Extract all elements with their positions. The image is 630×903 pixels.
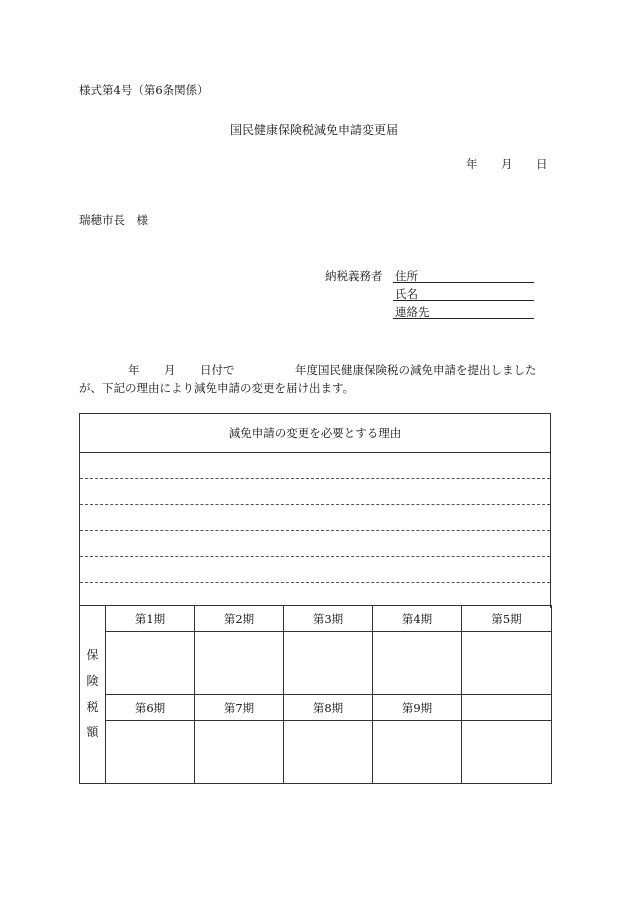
- side-char: 額: [86, 725, 99, 740]
- period-label: 第7期: [195, 695, 284, 721]
- side-char: 険: [86, 673, 99, 688]
- period-amount-cell[interactable]: [195, 721, 284, 784]
- side-char: 保: [86, 647, 99, 662]
- period-label: 第9期: [373, 695, 462, 721]
- reason-table: [79, 413, 551, 608]
- date-month-label: 月: [501, 157, 513, 171]
- body-year-label: 年: [128, 363, 140, 377]
- period-amount-cell[interactable]: [195, 632, 284, 695]
- period-amount-cell[interactable]: [462, 632, 552, 695]
- tax-amount-side-label: [80, 606, 106, 784]
- period-label: 第3期: [284, 606, 373, 632]
- date-day-label: 日: [536, 157, 548, 171]
- side-char: 税: [86, 699, 99, 714]
- body-day-suffix: 日付で: [200, 363, 235, 377]
- period-amount-cell[interactable]: [106, 721, 195, 784]
- address-field[interactable]: [393, 282, 534, 283]
- name-label: 氏名: [395, 287, 418, 301]
- period-label: 第1期: [106, 606, 195, 632]
- contact-label: 連絡先: [395, 305, 430, 319]
- period-label: 第5期: [462, 606, 552, 632]
- body-fiscal-year-text: 年度国民健康保険税の減免申請を提出しました: [295, 363, 537, 377]
- period-label: 第4期: [373, 606, 462, 632]
- reason-line[interactable]: [80, 505, 551, 531]
- contact-field[interactable]: [393, 318, 534, 319]
- period-label: 第8期: [284, 695, 373, 721]
- reason-line[interactable]: [80, 557, 551, 583]
- form-title: 国民健康保険税減免申請変更届: [230, 123, 399, 137]
- period-amount-cell[interactable]: [462, 721, 552, 784]
- period-amount-cell[interactable]: [106, 632, 195, 695]
- name-field[interactable]: [393, 300, 534, 301]
- period-amount-cell[interactable]: [373, 721, 462, 784]
- reason-header: 減免申請の変更を必要とする理由: [80, 414, 551, 453]
- period-amount-cell[interactable]: [284, 632, 373, 695]
- address-label: 住所: [395, 269, 418, 283]
- reason-line[interactable]: [80, 453, 551, 479]
- tax-amount-table: [79, 605, 552, 784]
- body-month-label: 月: [164, 363, 176, 377]
- addressee: 瑞穂市長 様: [79, 213, 148, 227]
- reason-line[interactable]: [80, 479, 551, 505]
- reason-line[interactable]: [80, 531, 551, 557]
- period-amount-cell[interactable]: [284, 721, 373, 784]
- taxpayer-label: 納税義務者: [325, 269, 383, 283]
- period-label: 第6期: [106, 695, 195, 721]
- period-label: 第2期: [195, 606, 284, 632]
- period-amount-cell[interactable]: [373, 632, 462, 695]
- date-year-label: 年: [466, 157, 478, 171]
- period-label-empty: [462, 695, 552, 721]
- form-number: 様式第4号（第6条関係）: [79, 83, 209, 97]
- body-line-2: が、下記の理由により減免申請の変更を届け出ます。: [79, 381, 355, 395]
